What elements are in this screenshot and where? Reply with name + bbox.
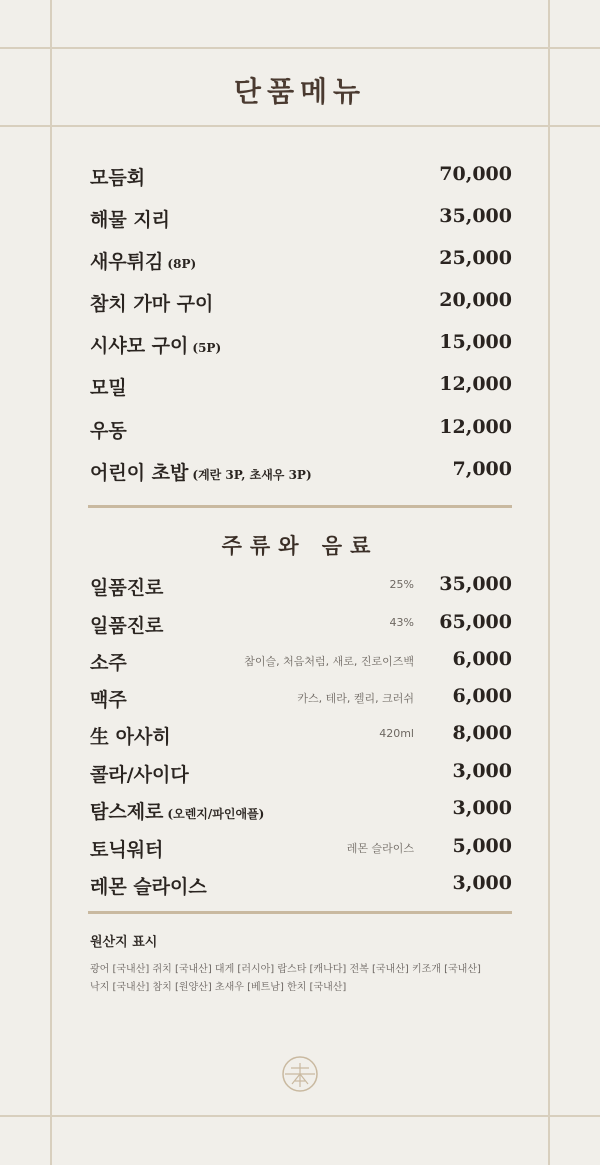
drink-item	[90, 835, 512, 867]
drink-item-name: 소주	[90, 652, 127, 674]
drink-item-note: 25%	[389, 578, 414, 591]
menu-item-name: 어린이 초밥	[90, 462, 189, 484]
menu-item-name: 새우튀김	[90, 251, 164, 273]
drinks-section-title: 주류와 음료	[221, 533, 379, 558]
frame-line-right	[548, 0, 550, 1165]
drink-item-price: 65,000	[439, 611, 512, 633]
origin-line: 낙지 [국내산] 참치 [원양산] 초새우 [베트남] 한치 [국내산]	[90, 982, 347, 993]
section-divider	[88, 505, 512, 508]
drink-item-note: 참이슬, 처음처럼, 새로, 진로이즈백	[244, 655, 414, 668]
menu-item-price: 70,000	[439, 163, 512, 185]
frame-line-under-title	[0, 125, 600, 127]
drink-item-price: 3,000	[452, 760, 512, 782]
drink-item-price: 6,000	[452, 648, 512, 670]
menu-item-name: 모밀	[90, 377, 127, 399]
drink-item-name: 일품진로	[90, 577, 164, 599]
menu-item-price: 25,000	[439, 247, 512, 269]
menu-item-name: 모듬회	[90, 167, 146, 189]
drink-item	[90, 797, 512, 829]
drink-item-name: 레몬 슬라이스	[90, 876, 207, 898]
drink-item-price: 6,000	[452, 685, 512, 707]
drink-item	[90, 872, 512, 904]
menu-item	[90, 373, 512, 405]
drink-item-note: 카스, 테라, 켈리, 크러쉬	[297, 692, 414, 705]
menu-item-sub: (계란 3P, 초새우 3P)	[192, 468, 312, 482]
drink-item	[90, 648, 512, 680]
drink-item-note: 레몬 슬라이스	[346, 842, 414, 855]
frame-line-top	[0, 47, 600, 49]
page-title: 단품메뉴	[233, 75, 367, 108]
drink-item-note: 43%	[389, 616, 414, 629]
menu-item-name: 해물 지리	[90, 209, 171, 231]
menu-item-price: 20,000	[439, 289, 512, 311]
drink-item-price: 8,000	[452, 722, 512, 744]
drink-item-price: 5,000	[452, 835, 512, 857]
drink-item-note: 420ml	[379, 727, 414, 740]
menu-item	[90, 458, 512, 490]
menu-item	[90, 163, 512, 195]
frame-line-bottom	[0, 1115, 600, 1117]
drink-item	[90, 573, 512, 605]
menu-item-price: 12,000	[439, 373, 512, 395]
drink-item-name: 토닉워터	[90, 839, 164, 861]
menu-item-sub: (8P)	[167, 257, 197, 271]
drink-item	[90, 722, 512, 754]
menu-item-price: 12,000	[439, 416, 512, 438]
drink-item-name: 일품진로	[90, 615, 164, 637]
menu-item-sub: (5P)	[192, 341, 222, 355]
section-divider	[88, 911, 512, 914]
drink-item	[90, 760, 512, 792]
menu-item-price: 7,000	[452, 458, 512, 480]
menu-item	[90, 416, 512, 448]
drink-item-price: 3,000	[452, 872, 512, 894]
menu-item-name: 참치 가마 구이	[90, 293, 214, 315]
menu-item	[90, 331, 512, 363]
drink-item-name: 맥주	[90, 689, 127, 711]
drink-item-price: 3,000	[452, 797, 512, 819]
menu-item	[90, 247, 512, 279]
drink-item	[90, 611, 512, 643]
origin-title: 원산지 표시	[90, 935, 158, 950]
drink-item-name: 탐스제로	[90, 801, 164, 823]
menu-item	[90, 205, 512, 237]
menu-item	[90, 289, 512, 321]
drink-item-name: 콜라/사이다	[90, 764, 189, 786]
drink-item-price: 35,000	[439, 573, 512, 595]
drink-item-sub: (오렌지/파인애플)	[167, 807, 265, 821]
menu-item-name: 우동	[90, 420, 127, 442]
menu-item-name: 시샤모 구이	[90, 335, 189, 357]
menu-item-price: 15,000	[439, 331, 512, 353]
drink-item-name: 生 아사히	[90, 726, 171, 748]
frame-line-left	[50, 0, 52, 1165]
origin-line: 광어 [국내산] 쥐치 [국내산] 대게 [러시아] 랍스타 [캐나다] 전복 [국내산] 키조개 [국내산]	[90, 964, 481, 975]
drink-item	[90, 685, 512, 717]
stamp-logo-icon	[281, 1055, 319, 1093]
menu-item-price: 35,000	[439, 205, 512, 227]
